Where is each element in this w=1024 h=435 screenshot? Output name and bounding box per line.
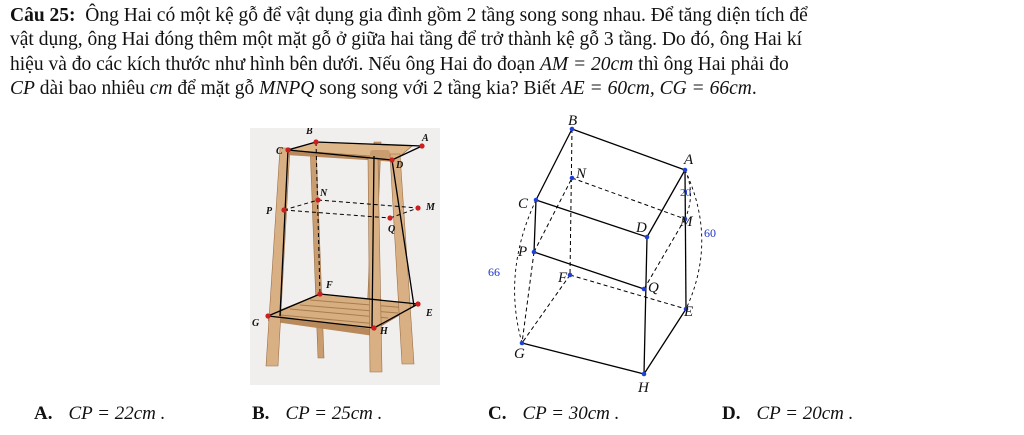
answer-text-c: CP = 30cm . — [522, 403, 620, 424]
diagram-label-H: H — [638, 380, 649, 396]
answer-option-a[interactable] — [34, 403, 165, 425]
answer-letter-d: D. — [722, 403, 741, 424]
photo-label-N: N — [320, 188, 328, 199]
photo-label-P: P — [266, 206, 273, 217]
answer-option-c[interactable] — [488, 403, 619, 425]
geometry-diagram-drawing — [480, 112, 730, 402]
shelf-photo-drawing — [250, 128, 440, 385]
photo-label-B: B — [306, 128, 313, 137]
question-line-2: vật dụng, ông Hai đóng thêm một mặt gỗ ở giữa hai tầng để trở thành kệ gỗ 3 tầng. Do đó, ông Hai kí — [10, 29, 803, 51]
answer-letter-a: A. — [34, 403, 53, 424]
answer-text-b: CP = 25cm . — [285, 403, 383, 424]
diagram-label-Q: Q — [648, 280, 659, 296]
answer-text-d: CP = 20cm . — [756, 403, 854, 424]
photo-label-G: G — [252, 318, 260, 329]
question-line-4: CP dài bao nhiêu cm để mặt gỗ MNPQ song song với 2 tầng kia? Biết AE = 60cm, CG = 66cm. — [10, 78, 757, 100]
question-label: Câu 25: — [10, 5, 76, 26]
question-line-1: Câu 25: Ông Hai có một kệ gỗ để vật dụng gia đình gồm 2 tầng song song nhau. Để tăng diện tích để — [10, 5, 808, 26]
dimension-ae: 60 — [704, 226, 716, 240]
diagram-label-D: D — [636, 220, 647, 236]
photo-label-Q: Q — [388, 224, 396, 235]
answer-text-a: CP = 22cm . — [68, 403, 166, 424]
diagram-label-B: B — [568, 113, 578, 129]
diagram-label-M: M — [680, 214, 693, 230]
geometry-diagram — [480, 112, 730, 402]
diagram-label-N: N — [576, 166, 587, 182]
answer-option-d[interactable] — [722, 403, 853, 425]
photo-label-F: F — [326, 280, 333, 291]
answer-letter-c: C. — [488, 403, 507, 424]
diagram-label-G: G — [514, 346, 525, 362]
photo-label-E: E — [426, 308, 433, 319]
question-text — [10, 4, 1015, 102]
dimension-cg: 66 — [488, 265, 500, 279]
photo-label-M: M — [426, 202, 435, 213]
photo-label-H: H — [380, 326, 388, 337]
question-line-3: hiệu và đo các kích thước như hình bên dưới. Nếu ông Hai đo đoạn AM = 20cm thì ông Hai phải đo — [10, 53, 789, 75]
dimension-am: 20 — [680, 187, 691, 199]
diagram-label-C: C — [518, 196, 529, 212]
diagram-label-F: F — [558, 270, 568, 286]
shelf-photo — [250, 128, 440, 385]
diagram-label-A: A — [684, 152, 694, 168]
photo-label-D: D — [396, 160, 404, 171]
photo-label-C: C — [276, 146, 283, 157]
photo-label-A: A — [422, 133, 429, 144]
diagram-label-E: E — [684, 304, 694, 320]
diagram-label-P: P — [518, 244, 528, 260]
answer-letter-b: B. — [252, 403, 270, 424]
answer-option-b[interactable] — [252, 403, 382, 425]
